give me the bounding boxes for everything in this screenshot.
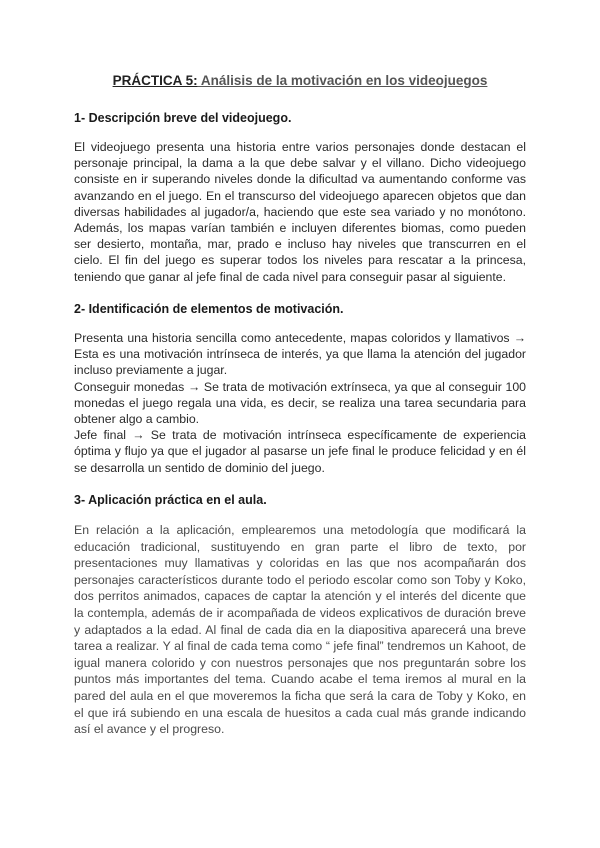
section-2-text (74, 330, 526, 476)
section-3-heading: 3- Aplicación práctica en el aula. (74, 493, 267, 507)
section-3-paragraph: En relación a la aplicación, emplearemos una metodología que modificará la educación tradicional, sustituyendo en gran parte el libro de texto, por presentaciones muy llamativas y coloridas en las que nos acompañarán dos personajes característicos durante todo el periodo escolar como son Toby y Koko, dos perritos animados, capaces de captar la atención y el interés del dicente que la contempla, además de ir acompañada de videos explicativos de duración breve y adaptados a la edad. Al final de cada dia en la diapositiva aparecerá una breve tarea a realizar. Y al final de cada tema como “ jefe final” tendremos un Kahoot, de igual manera colorido y con nuestros personajes que nos preguntarán sobre los puntos más importantes del tema. Cuando acabe el tema iremos al mural en la pared del aula en el que moveremos la ficha que será la cara de Toby y Koko, en el que irá subiendo en una escala de huesitos a cada cual más grande indicando así el avance y el progreso. (74, 523, 526, 737)
section-1-heading: 1- Descripción breve del videojuego. (74, 111, 292, 125)
section-1-paragraph: El videojuego presenta una historia entre varios personajes donde destacan el personaje principal, la dama a la que debe salvar y el villano. Dicho videojuego consiste en ir superando niveles donde la dificultad va aumentando conforme vas avanzando en el juego. En el transcurso del videojuego aparecen objetos que dan diversas habilidades al jugador/a, haciendo que este sea variado y no monótono. Además, los mapas varían también e incluyen diferentes biomas, como pueden ser desierto, montaña, mar, prado e incluso hay niveles que transcurren en el cielo. El fin del juego es superar todos los niveles para rescatar a la princesa, teniendo que ganar al jefe final de cada nivel para conseguir pasar al siguiente. (74, 140, 526, 284)
section-2-item: Presenta una historia sencilla como antecedente, mapas coloridos y llamativos → Esta es una motivación intrínseca de interés, ya que llama la atención del jugador incluso previamente a jugar. (74, 331, 526, 378)
section-3-text (74, 522, 526, 738)
section-2-item: Conseguir monedas → Se trata de motivación extrínseca, ya que al conseguir 100 monedas el juego regala una vida, es decir, se realiza una tarea secundaria para obtener algo a cambio. (74, 379, 526, 427)
section-2-item: Jefe final → Se trata de motivación intrínseca específicamente de experiencia óptima y flujo ya que el jugador al pasarse un jefe final le produce felicidad y en él se desarrolla un sentido de dominio del juego. (74, 428, 526, 475)
title-prefix: PRÁCTICA 5: (112, 73, 198, 88)
section-2-heading: 2- Identificación de elementos de motivación. (74, 302, 344, 316)
section-1-text (74, 139, 526, 285)
title-rest: Análisis de la motivación en los videojuegos (197, 73, 488, 88)
page-title (0, 73, 600, 88)
